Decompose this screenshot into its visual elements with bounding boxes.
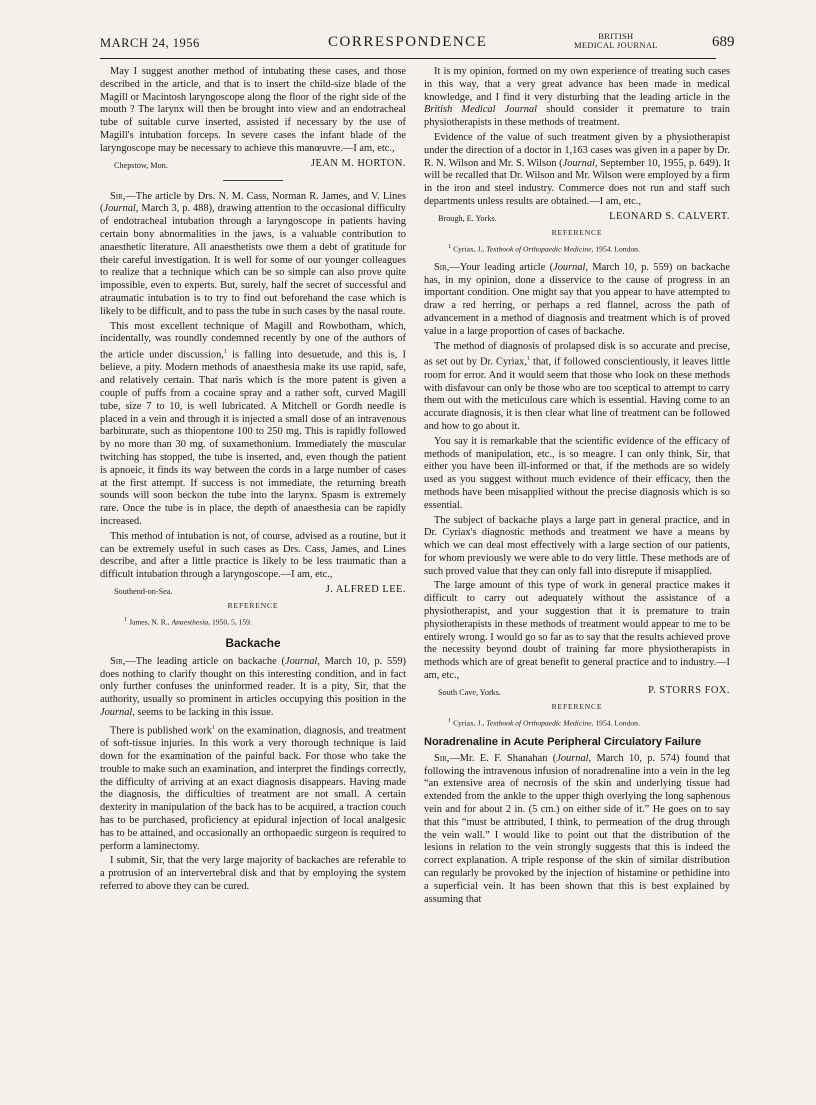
section-header-title: CORRESPONDENCE [328,34,488,50]
reference-heading: REFERENCE [551,227,603,237]
fox-paragraph-4: The subject of backache plays a large part in general practice, and in Dr. Cyriax's diagnostic methods and treatment we have a means by which we can deal most effectively with a large section of our patients, for whom previously we were able to do very little. These methods are of such proved value that they can only fall into disrepute if misapplied. [424,514,730,577]
fox-place: South Cave, Yorks. [438,687,502,697]
journal-italic: Journal, [556,752,592,764]
horton-paragraph-1: May I suggest another method of intubating these cases, and those described in the article, and that is to insert the child-size blade of the Magill or Macintosh laryngoscope along the floor of the right side of the mouth ? The larynx will then be brought into view and an endotracheal tube of suitable curve inserted, assisted if necessary by the use of Magill's intubation forceps. In severe cases the infant blade of the laryngoscope may be necessary to achieve this manœuvre.—I am, etc., [100,66,406,154]
horton-signature: JEAN M. HORTON. [310,157,406,169]
sir-salutation: Sir, [434,261,450,273]
backache-p1-end: seems to be lacking in this issue. [134,707,274,719]
ref-details: 1950, 5, 159. [210,617,252,627]
lee-p2-text: This most excellent technique of Magill and Rowbotham, which, incidentally, was roundly condemned recently by one of the authors of the article under discussion, [100,320,406,361]
footnote-mark: 1 [223,349,227,356]
backache-paragraph-2 [100,722,406,853]
left-column [100,66,406,896]
header-rule [100,58,716,59]
sir-salutation: Sir, [110,190,126,202]
footnote-mark: 1 [526,356,530,363]
ref-authors: Cyriax, J., [451,244,487,254]
calvert-signature-line [424,211,730,225]
journal-italic: Journal, [284,655,320,667]
ref-authors: James, N. R., [127,617,172,627]
calvert-p1-rest: should consider it premature to train physiotherapists in these methods of treatment. [424,104,730,129]
horton-place: Chepstow, Mon. [114,160,168,170]
section-title-noradrenaline: Noradrenaline in Acute Peripheral Circulatory Failure [424,735,702,748]
fox-paragraph-5: The large amount of this type of work in general practice makes it difficult to carry out adequately without the assistance of a physiotherapist, and your suggestion that it is premature to train physiotherapists in these methods of treatment would appear to me to be entirely wrong. I would go so far as to say that the results achieved prove the necessity beyond doubt of training far more physiotherapists in methods which are of great benefit to general practice and to industry.—I am, etc., [424,580,730,682]
fox-signature-line [424,685,730,699]
calvert-paragraph-2 [424,132,730,209]
ref-journal: Anaesthesia, [171,617,211,627]
journal-name-line1: BRITISH [598,31,634,41]
journal-name [574,32,658,50]
reference-item [424,241,730,256]
calvert-p2-rest: September 10, 1955, p. 649). It will be recalled that Dr. Wilson and Mr. Wilson were employed by a firm in the iron and steel industry. Commerce does not run and staff such departments unless results are obtained.—I am, etc., [424,157,730,207]
ref-number: 1 [124,615,128,623]
page-header [100,31,735,58]
reference-item [424,715,730,730]
ref-book: Textbook of Orthopaedic Medicine, [486,244,594,254]
section-title-backache: Backache [225,636,281,651]
journal-italic: Journal, [103,203,139,215]
letter-divider [223,180,283,181]
fox-paragraph-3: You say it is remarkable that the scientific evidence of the efficacy of methods of manipulation, etc., is so meagre. I can only think, Sir, that either you have been ill-informed or that, if the methods are so widely used as you suggest without much evidence of their efficacy, then the methods have been misapplied without the precise diagnosis which is so essential. [424,435,730,511]
journal-italic: Journal, [553,261,589,273]
ref-details: 1954. London. [593,244,640,254]
calvert-signature: LEONARD S. CALVERT. [609,210,730,222]
fox-p2-text: The method of diagnosis of prolapsed disk is so accurate and precise, as set out by Dr. Cyriax, [424,340,730,368]
calvert-paragraph-1 [424,66,730,130]
lee-signature: J. ALFRED LEE. [325,583,406,595]
fox-p2-rest: that, if followed conscientiously, it leaves little room for error. And it would seem that those who look on these methods with disfavour can only be those who are too sceptical to attempt to carry them out with the meticulous care which is essential. Having come to an accurate diagnosis, it is then clear what line of treatment can be followed and how to go about it. [424,356,730,432]
backache-p2-text: There is published work [110,725,212,737]
lee-paragraph-1 [100,191,406,319]
journal-name-line2: MEDICAL JOURNAL [574,40,658,50]
reference-heading: REFERENCE [551,701,603,711]
lee-place: Southend-on-Sea. [114,586,173,596]
backache-p2-rest: on the examination, diagnosis, and treatment of soft-tissue injuries. In this work a very thorough technique is laid down for the examination of the painful back. For those who take the trouble to make such an examination, and interpret the findings correctly, the difficulty of arriving at an exact diagnosis disappears. Having made the diagnosis, the difficulties of treatment are not small. A certain dexterity in manipulation of the back has to be acquired, a traction couch has to be purchased, proficiency at epidural injection of local analgesic has to be attained, and occasionally an orthopaedic surgeon is required to perform a laminectomy. [100,725,406,852]
fox-signature: P. STORRS FOX. [648,684,730,696]
lee-signature-line [100,584,406,598]
backache-paragraph-3: I submit, Sir, that the very large majority of backaches are referable to a protrusion of an intervertebral disk and that by employing the system referred to above they can be cured. [100,855,406,892]
journal-italic: British Medical Journal [424,104,538,116]
issue-date: MARCH 24, 1956 [100,36,200,50]
journal-italic: Journal, [100,707,135,719]
fox-p1-rest: March 10, p. 559) on backache has, in my opinion, done a disservice to the cause of progress in an important condition. One might say that you appear to have attempted to draw a red herring, or perhaps a red flannel, across the path of advancement in a method of diagnosis and treatment which is of proved value in a large proportion of cases of backache. [424,261,730,337]
page-number: 689 [712,34,735,50]
ref-number: 1 [448,242,452,250]
noradrenaline-p1-text: —Mr. E. F. Shanahan ( [449,752,557,764]
sir-salutation: Sir, [110,655,126,667]
fox-paragraph-1 [424,262,730,339]
journal-italic: Journal, [562,157,598,169]
backache-p1-mid: March 10, p. 559) does nothing to clarify thought on this interesting condition, and in fact only further confuses the uninformed reader. It is a pity, Sir, that the authority, usually so prominent in articles occupying this position in the [100,655,406,706]
reference-item [100,614,406,629]
ref-number: 1 [448,716,452,724]
backache-p1-text: —The leading article on backache ( [125,655,285,667]
sir-salutation: Sir, [434,752,450,764]
lee-p1-text: —The article by Drs. N. M. Cass, Norman R. James, and V. Lines ( [100,190,406,215]
lee-paragraph-3: This method of intubation is not, of course, advised as a routine, but it can be extremely useful in such cases as Drs. Cass, James, and Lines describe, and after a little practice is likely to be less traumatic than a difficult intubation through a laryngoscope.—I am, etc., [100,530,406,581]
fox-paragraph-2 [424,341,730,434]
horton-signature-line [100,158,406,172]
lee-p2-rest: is falling into desuetude, and this is, I believe, a pity. Modern methods of anaesthesia make its use rapid, safe, and relatively certain. That naris which is the more patent is given a couple of puffs from a cocaine spray and a rather soft, curved Magill tube, size 7 to 10, is well lubricated. A Mitchell or Gordh needle is placed in a vein and through it is injected a small dose of an intravenous barbiturate, such as thiopentone 100 to 250 mg. This is rapidly followed by no more than 30 mg. of suxamethonium. Immediately the muscular twitching has stopped, the tube is inserted, and, even though the patient is apnoeic, it finds its way between the cords in a large number of cases at the first attempt. If success is not immediate, the returning breath sounds will soon beckon the tube into the larynx. Spasm is extremely rare. Once the tube is in place, the depth of anaesthesia can be rapidly increased. [100,349,406,527]
noradrenaline-paragraph-1 [424,753,730,907]
calvert-p2-text: Evidence of the value of such treatment given by a physiotherapist under the direction of a doctor in 1,163 cases was given in a paper by Dr. R. N. Wilson and Mr. S. Wilson ( [424,131,730,169]
ref-book: Textbook of Orthopaedic Medicine, [486,718,594,728]
noradrenaline-p1-rest: March 10, p. 574) found that following the intravenous infusion of noradrenaline into a vein in the leg “an extensive area of necrosis of the skin and underlying tissue had extended from the ankle to the upper thigh overlying the long saphenous vein and for about 2 in. (5 cm.) on either side of it.” He goes on to say that this “must be attributed, I think, to permeation of the drug through the vein wall.” I would like to point out that the distribution of the lesions in relation to the vein strongly suggests that this is indeed the correct explanation. A triple response of the skin of similar distribution can regularly be provoked by the injection of histamine or pethidine into a superficial vein. It has been shown that this is best explained by assuming that [424,752,730,905]
lee-paragraph-2 [100,321,406,529]
ref-details: 1954. London. [593,718,640,728]
calvert-p1-text: It is my opinion, formed on my own experience of treating such cases in this way, that a very great advance has been made in medical knowledge, and I find it very disturbing that the leading article in the [424,66,730,103]
right-column [424,66,730,908]
reference-heading: REFERENCE [227,600,279,610]
ref-authors: Cyriax, J., [451,718,487,728]
fox-p1-text: —Your leading article ( [449,261,554,273]
calvert-place: Brough, E. Yorks. [438,213,497,223]
footnote-mark: 1 [211,724,215,731]
backache-paragraph-1 [100,656,406,720]
lee-p1-rest: March 3, p. 488), drawing attention to the occasional difficulty of endotracheal intubation through a laryngoscope in patients having certain bony abnormalities in the jaws, is a valuable contribution to anaesthetic literature. All anaesthetists owe them a debt of gratitude for their careful investigation. It is well for some of our younger colleagues to realize that a technique which can be so simple can also prove quite impossible, even to experts. But, surely, half the secret of successful and atraumatic intubation is to try to find out beforehand the case which is likely to be difficult, and to pass the tube in such cases by the nasal route. [100,203,406,317]
